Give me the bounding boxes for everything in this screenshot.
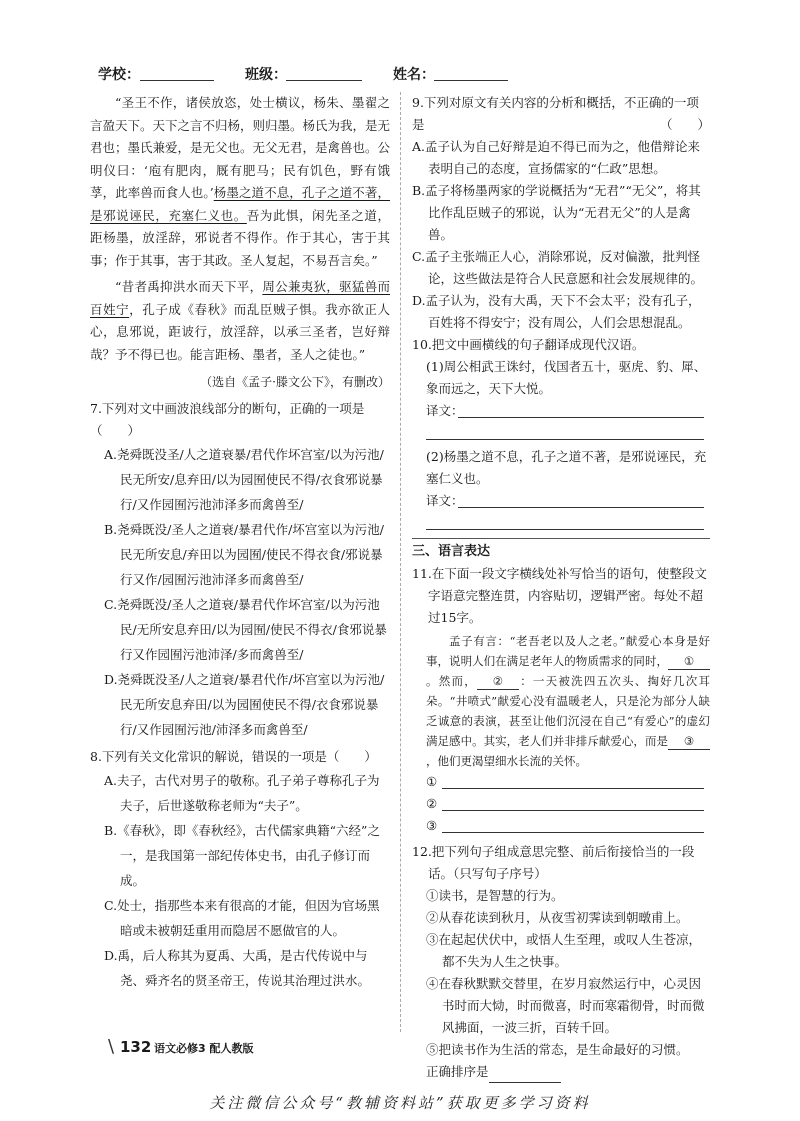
handwritten-note: 关注微信公众号“教辅资料站”获取更多学习资料 [209,1094,591,1112]
question-8-option-d[interactable]: D.禹，后人称其为夏禹、大禹，是古代传说中与尧、舜齐名的贤圣帝王，传说其治理过洪水。 [104,948,371,988]
question-10-sentence-2: (2)杨墨之道不息，孔子之道不著，是邪说诬民，充塞仁义也。 [426,449,707,486]
q11-text: 孟子有言：“老吾老以及人之老。”献爱心本身是好事，说明人们在满足老年人的物质需求的同时， [426,634,710,668]
question-11 [412,563,710,837]
q12-item-4: ④在春秋默默交替里，在岁月寂然运行中，心灵因书时而大恸，时而微喜，时而寒霜彻骨，时而微风拂面，一波三折，百转千回。 [426,976,705,1035]
question-8-option-b[interactable]: B.《春秋》，即《春秋经》，古代儒家典籍“六经”之一，是我国第一部纪传体史书，由孔子修订而成。 [104,823,380,888]
page-header [0,64,800,88]
translation-label: 译文： [426,493,464,508]
underlined-sentence-2: 杨墨之道不息，孔子之道不著，是邪说诬民，充塞仁义也。 [90,185,390,223]
translation-1-line-1[interactable] [412,400,710,422]
q12-answer-label: 正确排序是 [426,1064,489,1079]
question-7-stem: 7.下列对文中画波浪线部分的断句，正确的一项是（ ） [90,401,365,438]
translation-2-line-2[interactable] [412,512,710,534]
q11-answer-line-2[interactable] [412,793,710,815]
passage-text: “昔者禹抑洪水而天下平， [115,279,263,294]
question-11-passage [412,631,710,771]
question-8 [90,746,390,993]
translation-1-line-2[interactable] [412,422,710,444]
q12-item-5: ⑤把读书作为生活的常态，是生命最好的习惯。 [426,1042,689,1057]
q12-item-2: ②从春花读到秋月，从夜雪初霁读到朝暾甫上。 [426,910,689,925]
question-9-stem [412,92,710,136]
question-8-option-c[interactable]: C.处士，指那些本来有很高的才能，但因为官场黑暗或未被朝廷重用而隐居不愿做官的人。 [104,898,380,938]
q11-answer-label: ② [426,796,438,811]
class-field[interactable] [286,80,362,81]
q11-answer-line-3[interactable] [412,815,710,837]
question-8-option-a[interactable]: A.夫子，古代对男子的敬称。孔子弟子尊称孔子为夫子，后世遂敬称老师为“夫子”。 [104,773,380,813]
class-label: 班级： [245,67,287,83]
page-slash-icon: \ [108,1036,115,1057]
q11-answer-label: ③ [426,818,438,833]
book-title: 语文必修3 配人教版 [154,1042,254,1055]
question-7 [90,398,390,742]
school-field[interactable] [140,80,214,81]
underlined-sentence-1: 周公兼夷狄，驱猛兽而百姓宁 [90,279,390,317]
name-field[interactable] [434,80,508,81]
q11-blank-2[interactable]: ② [477,673,519,690]
name-label: 姓名： [393,67,435,83]
q11-text: 。然而， [426,674,477,688]
question-10-sentence-1: (1)周公相武王诛纣，伐国者五十，驱虎、豹、犀、象而远之，天下大悦。 [426,359,707,396]
translation-label: 译文： [426,403,464,418]
q12-answer-field[interactable] [489,1068,561,1083]
school-label: 学校： [98,67,140,83]
question-12-stem: 12.把下列句子组成意思完整、前后衔接恰当的一段话。（只写句子序号） [412,844,695,881]
question-9-option-c[interactable]: C.孟子主张端正人心，消除邪说，反对偏激，批判怪论，这些做法是符合人民意愿和社会发展规律的。 [412,249,704,286]
page-number: 132 [120,1038,152,1056]
passage-text: “圣王不作，诸侯放恣，处士横议，杨朱、墨翟之言盈天下。天下之言不归杨，则归墨。杨氏为我，是无君也；墨氏兼爱，是无父也。无父无君，是禽兽也。公明仪曰：‘庖有肥肉，厩有肥马；民有饥色，野有饿莩，此率兽而食人也。’ [90,95,391,200]
q11-text: ，他们更渴望细水长流的关怀。 [426,754,587,768]
question-9-option-a[interactable]: A.孟子认为自己好辩是迫不得已而为之，他借辩论来表明自己的态度，宣扬儒家的“仁政”思想。 [412,139,701,176]
question-9-answer-paren[interactable]: （ ） [659,117,710,132]
question-9-stem-text: 9.下列对原文有关内容的分析和概括，不正确的一项是 [412,95,699,132]
passage-paragraph-1 [90,92,390,272]
q12-item-3: ③在起起伏伏中，或悟人生至理，或叹人生苍凉，都不失为人生之快事。 [426,932,702,969]
question-10-stem: 10.把文中画横线的句子翻译成现代汉语。 [412,337,645,352]
question-9-option-b[interactable]: B.孟子将杨墨两家的学说概括为“无君”“无父”，将其比作乱臣贼子的邪说，认为“无君无父”的人是禽兽。 [412,183,701,242]
question-12 [412,841,710,1083]
column-divider [400,92,401,1032]
question-8-stem: 8.下列有关文化常识的解说，错误的一项是（ ） [90,749,377,764]
question-7-option-a[interactable]: A.尧舜既没圣/人之道衰暴/君代作坏宫室/以为污池/民无所安/息弃田/以为园囿使民不得/衣食邪说暴行/又作园囿污池沛泽多而禽兽至/ [104,447,384,512]
right-column [412,92,710,1083]
passage-text: ，孔子成《春秋》而乱臣贼子惧。我亦欲正人心，息邪说，距诐行，放淫辞，以承三圣者，岂好辩哉？予不得已也。能言距杨、墨者，圣人之徒也。” [90,301,390,362]
q12-item-1: ①读书，是智慧的行为。 [426,888,564,903]
section-language-expression: 三、语言表达 [412,538,710,563]
q11-text: ：一天被洗四五次头、掏好几次耳朵。“井喷式”献爱心没有温暖老人，只是沦为部分人缺乏诚意的表演，甚至让他们沉浸在自己“有爱心”的虚幻满足感中。其实，老人们并非排斥献爱心，而是 [426,674,711,748]
question-10 [412,334,710,534]
passage-paragraph-2 [90,276,390,366]
question-9-option-d[interactable]: D.孟子认为，没有大禹，天下不会太平；没有孔子，百姓将不得安宁；没有周公，人们会思想混乱。 [412,293,701,330]
passage-text: 吾为此惧，闲先圣之道，距杨墨，放淫辞，邪说者不得作。作于其心，害于其事；作于其事，害于其政。圣人复起，不易吾言矣。” [90,207,390,268]
question-7-option-d[interactable]: D.尧舜既没圣/人之道衰/暴君代作/坏宫室以为污池/民无所安息弃田/以为园囿使民不得/衣食邪说暴行/又作园囿污池/沛泽多而禽兽至/ [104,672,385,737]
translation-2-line-1[interactable] [412,490,710,512]
q11-answer-label: ① [426,774,438,789]
left-column [90,92,390,993]
passage-source: （选自《孟子·滕文公下》，有删改） [200,375,390,389]
question-7-option-c[interactable]: C.尧舜既没/圣人之道衰/暴君代作坏宫室/以为污池民/无所安息弃田/以为园囿/使民不得衣/食邪说暴行又作园囿污池沛泽/多而禽兽至/ [104,597,387,662]
question-11-stem: 11.在下面一段文字横线处补写恰当的语句，使整段文字语意完整连贯，内容贴切，逻辑严密。每处不超过15字。 [412,566,707,625]
q12-answer [412,1061,710,1083]
q11-answer-line-1[interactable] [412,771,710,793]
question-7-option-b[interactable]: B.尧舜既没/圣人之道衰/暴君代作/坏宫室以为污池/民无所安息/弃田以为园囿/使民不得衣食/邪说暴行又作/园囿污池沛泽多而禽兽至/ [104,522,385,587]
q11-blank-1[interactable]: ① [668,653,710,670]
question-9 [412,92,710,334]
q11-blank-3[interactable]: ③ [668,733,710,750]
